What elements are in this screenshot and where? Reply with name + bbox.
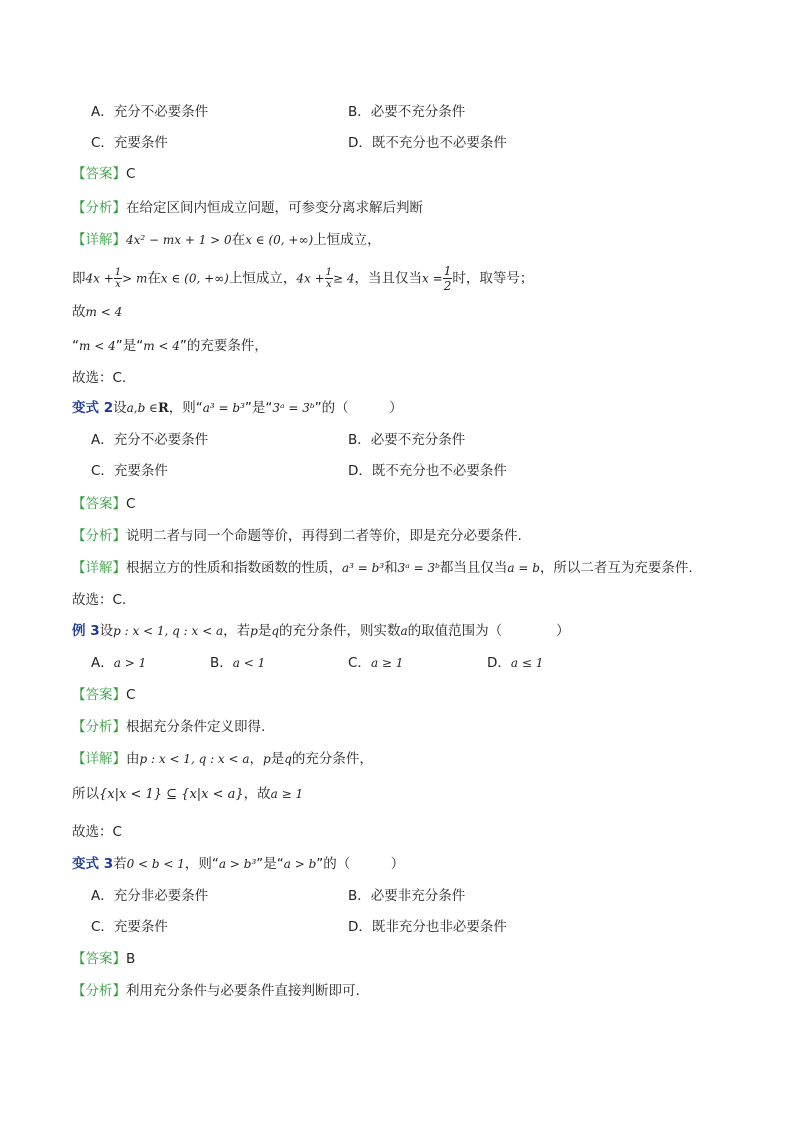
stem-text: 设	[99, 623, 114, 639]
detail-text: ”的充要条件，	[179, 338, 268, 354]
variant3-stem	[72, 855, 404, 873]
option-d: D．既不充分也不必要条件	[348, 135, 507, 151]
math-expr: a < 1	[232, 656, 266, 670]
detail-text: ，所以二者互为充要条件.	[539, 560, 693, 576]
math-expr: a > b	[283, 857, 317, 871]
option-c: C．充要条件	[91, 919, 168, 935]
option-c	[348, 654, 403, 672]
answer-value: C	[126, 166, 136, 182]
math-expr: 4x +	[85, 271, 114, 286]
math-expr: a > 1	[113, 656, 147, 670]
detail-text: ”是“	[115, 338, 144, 354]
detail-text: 在	[231, 232, 246, 248]
option-c: C．充要条件	[91, 135, 168, 151]
analysis-text: 利用充分条件与必要条件直接判断即可.	[126, 983, 360, 999]
stem-text: 设	[113, 400, 127, 416]
detail-text: 所以	[72, 786, 99, 802]
option-a: A．充分不必要条件	[91, 104, 209, 120]
math-expr: a³ = b³	[202, 401, 245, 415]
stem-text: ，则“	[184, 856, 219, 872]
example3-label: 例 3	[72, 623, 100, 639]
conclusion-line: 故选：C.	[72, 370, 127, 386]
analysis-tag: 【分析】	[72, 719, 126, 735]
math-var: p	[250, 624, 258, 638]
answer-line	[72, 686, 135, 704]
math-expr: 3ᵃ = 3ᵇ	[397, 561, 440, 575]
detail-text: 上恒成立，	[228, 270, 297, 287]
analysis-line	[72, 199, 423, 217]
option-letter: D．	[487, 655, 511, 671]
answer-value: C	[126, 496, 136, 512]
option-letter: C．	[348, 655, 371, 671]
option-a: A．充分非必要条件	[91, 888, 209, 904]
answer-tag: 【答案】	[72, 687, 126, 703]
detail-text: ，当且仅当	[354, 270, 423, 287]
option-a: A．充分不必要条件	[91, 432, 209, 448]
detail-text: 都当且仅当	[439, 560, 508, 576]
math-expr: a ≤ 1	[510, 656, 544, 670]
option-d	[487, 654, 543, 672]
example3-stem	[72, 622, 570, 640]
stem-text: ”是“	[256, 856, 284, 872]
math-expr: a = b	[507, 561, 540, 575]
math-expr: {x|x < 1} ⊆ {x|x < a}	[99, 787, 244, 802]
detail-tag: 【详解】	[72, 232, 126, 248]
fraction-denominator: 2	[443, 279, 452, 293]
math-var: p	[263, 752, 271, 766]
math-interval: x ∈ (0, +∞)	[245, 233, 314, 247]
variant2-label: 变式 2	[72, 400, 114, 416]
variant2-stem	[72, 399, 403, 418]
analysis-tag: 【分析】	[72, 200, 126, 216]
math-expr: 0 < b < 1	[126, 857, 185, 871]
detail-text: 由	[126, 751, 140, 767]
option-d: D．既不充分也不必要条件	[348, 463, 507, 479]
math-expr: m < 4	[85, 305, 123, 319]
math-expr: 4x +	[296, 271, 325, 286]
fraction-numerator: 1	[325, 267, 333, 278]
fraction-denominator: x	[115, 279, 121, 290]
option-letter: B．	[210, 655, 233, 671]
fraction	[325, 267, 333, 290]
math-expr: p : x < 1, q : x < a	[139, 752, 250, 766]
math-expr: m < 4	[79, 339, 116, 353]
math-var: q	[284, 752, 292, 766]
fraction-numerator: 1	[443, 264, 452, 278]
conclusion-line: 故选：C	[72, 824, 122, 840]
math-expr: a³ = b³	[342, 561, 385, 575]
stem-text: 的取值范围为（ ）	[407, 623, 570, 639]
stem-text: ，若	[223, 623, 251, 639]
option-letter: A．	[91, 655, 114, 671]
math-expr: a ≥ 1	[370, 656, 404, 670]
math-interval: x ∈ (0, +∞)	[160, 271, 229, 286]
fraction-denominator: x	[326, 279, 332, 290]
fraction-numerator: 1	[114, 267, 122, 278]
option-d: D．既非充分也非必要条件	[348, 919, 507, 935]
answer-tag: 【答案】	[72, 496, 126, 512]
answer-line	[72, 950, 135, 968]
detail-tag: 【详解】	[72, 751, 126, 767]
answer-tag: 【答案】	[72, 951, 126, 967]
math-expr: a,b ∈	[126, 401, 158, 415]
detail-text: 根据立方的性质和指数函数的性质，	[126, 560, 342, 576]
detail-text: 和	[384, 560, 398, 576]
stem-text: ”的（ ）	[314, 400, 403, 416]
analysis-line	[72, 527, 522, 545]
detail-line-4	[72, 337, 268, 355]
math-expr: ≥ 4	[333, 271, 355, 286]
option-c: C．充要条件	[91, 463, 168, 479]
detail-text: 即	[72, 270, 86, 287]
analysis-text: 说明二者与同一个命题等价，再得到二者等价，即是充分必要条件.	[126, 528, 522, 544]
detail-text: ，故	[243, 786, 271, 802]
analysis-text: 在给定区间内恒成立问题，可参变分离求解后判断	[126, 200, 423, 216]
detail-text: ，	[249, 751, 264, 767]
conclusion-line: 故选：C.	[72, 592, 127, 608]
detail-text: “	[72, 338, 79, 354]
fraction	[443, 264, 453, 293]
stem-text: 是	[257, 623, 272, 639]
math-expr: x =	[422, 271, 443, 286]
math-set-symbol: R	[157, 401, 169, 416]
answer-value: B	[126, 951, 136, 967]
analysis-line	[72, 982, 360, 1000]
detail-line-2	[72, 264, 533, 293]
stem-text: ”的（ ）	[316, 856, 405, 872]
stem-text: 若	[113, 856, 127, 872]
option-b: B．必要不充分条件	[348, 104, 466, 120]
detail-text: 故	[72, 304, 86, 320]
analysis-line	[72, 718, 265, 736]
detail-text: 的充分条件，	[291, 751, 373, 767]
detail-line	[72, 559, 693, 577]
detail-line-3	[72, 303, 122, 321]
math-expr: a > b³	[218, 857, 257, 871]
math-expr: a ≥ 1	[270, 787, 304, 801]
math-var: q	[271, 624, 279, 638]
detail-line-1	[72, 231, 381, 249]
fraction	[114, 267, 122, 290]
detail-line-2	[72, 785, 303, 804]
stem-text: ，则“	[168, 400, 203, 416]
detail-text: 是	[270, 751, 285, 767]
analysis-tag: 【分析】	[72, 983, 126, 999]
stem-text: 的充分条件，则实数	[279, 623, 401, 639]
math-expr: 4x² − mx + 1 > 0	[126, 233, 232, 247]
variant3-label: 变式 3	[72, 856, 114, 872]
stem-text: ”是“	[244, 400, 273, 416]
option-b: B．必要非充分条件	[348, 888, 466, 904]
math-expr: > m	[122, 271, 148, 286]
detail-text: 在	[147, 270, 161, 287]
option-a	[91, 654, 146, 672]
math-expr: 3ᵃ = 3ᵇ	[272, 401, 315, 415]
answer-value: C	[126, 687, 136, 703]
math-expr: m < 4	[143, 339, 180, 353]
analysis-tag: 【分析】	[72, 528, 126, 544]
answer-tag: 【答案】	[72, 166, 126, 182]
analysis-text: 根据充分条件定义即得.	[126, 719, 266, 735]
detail-line-1	[72, 750, 373, 768]
math-var: a	[400, 624, 408, 638]
option-b: B．必要不充分条件	[348, 432, 466, 448]
detail-text: 上恒成立，	[313, 232, 381, 248]
detail-text: 时，取等号；	[452, 270, 534, 287]
option-b	[210, 654, 265, 672]
answer-line	[72, 495, 135, 513]
detail-tag: 【详解】	[72, 560, 126, 576]
answer-line	[72, 165, 135, 183]
math-expr: p : x < 1, q : x < a	[113, 624, 224, 638]
